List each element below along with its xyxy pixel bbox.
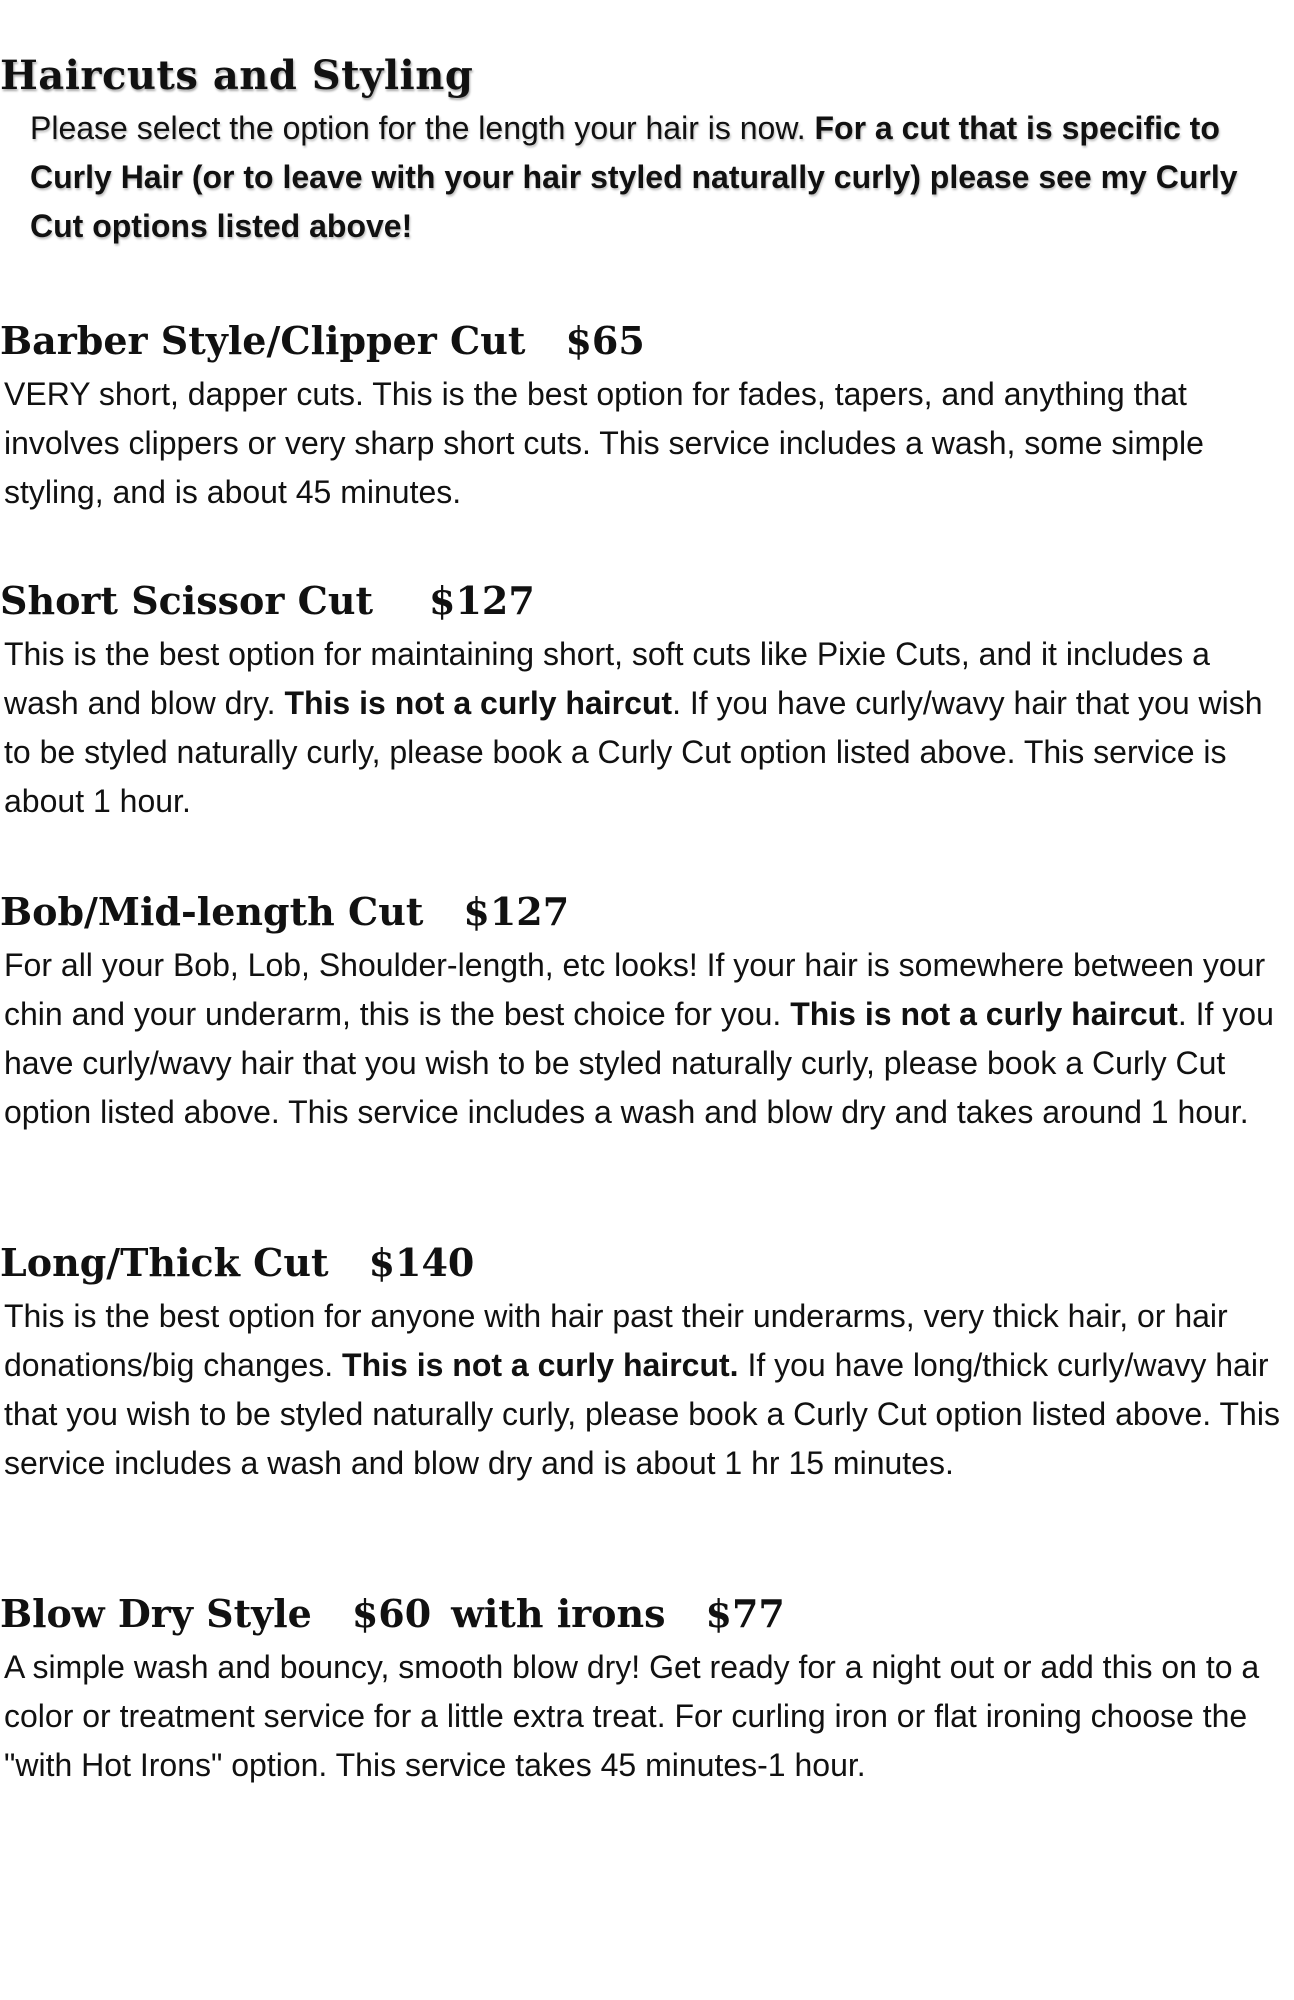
service-name: Short Scissor Cut bbox=[0, 578, 374, 623]
service-price: $127 bbox=[463, 889, 570, 934]
service-name: Barber Style/Clipper Cut bbox=[0, 318, 526, 363]
service-price: $65 bbox=[565, 318, 645, 363]
description-text: . If you have curly/wavy hair that you wish to be styled naturally curly, please book a Curly Cut option listed above. This service includes a wash and blow dry and takes around 1 hour. bbox=[4, 996, 1274, 1130]
service-heading bbox=[0, 1238, 1294, 1288]
service-long-thick bbox=[0, 1238, 1294, 1488]
curly-warning: This is not a curly haircut bbox=[284, 685, 673, 721]
service-description bbox=[0, 1292, 1294, 1488]
description-text: If you have long/thick curly/wavy hair that you wish to be styled naturally curly, please book a Curly Cut option listed above. This service includes a wash and blow dry and is about 1 hr 15 minutes. bbox=[4, 1347, 1280, 1481]
service-description bbox=[0, 630, 1294, 826]
irons-label: with irons bbox=[451, 1591, 666, 1636]
service-name: Bob/Mid-length Cut bbox=[0, 889, 424, 934]
irons-price: $77 bbox=[705, 1591, 785, 1636]
curly-warning: This is not a curly haircut bbox=[790, 996, 1178, 1032]
intro-plain: Please select the option for the length your hair is now. bbox=[30, 110, 815, 146]
service-description: A simple wash and bouncy, smooth blow dry! Get ready for a night out or add this on to a color or treatment service for a little extra treat. For curling iron or flat ironing choose the "with Hot Irons" option. This service takes 45 minutes-1 hour. bbox=[4, 1649, 1260, 1783]
service-description bbox=[0, 941, 1294, 1137]
service-price: $127 bbox=[429, 578, 535, 623]
service-name: Long/Thick Cut bbox=[0, 1240, 329, 1285]
service-heading bbox=[0, 316, 1294, 366]
service-heading bbox=[0, 887, 1294, 937]
intro-bold: For a cut that is specific to Curly Hair (or to leave with your hair styled naturally curly) please see my Curly Cut options listed above! bbox=[30, 110, 1238, 244]
service-price: $140 bbox=[368, 1240, 475, 1285]
service-description: VERY short, dapper cuts. This is the best option for fades, tapers, and anything that involves clippers or very sharp short cuts. This service includes a wash, some simple styling, and is about 45 minutes. bbox=[4, 376, 1204, 510]
service-heading bbox=[0, 1589, 1294, 1639]
page-header bbox=[0, 0, 1294, 251]
service-barber-clipper bbox=[0, 316, 1294, 517]
description-text: . If you have curly/wavy hair that you wish to be styled naturally curly, please book a Curly Cut option listed above. This service is about 1 hour. bbox=[4, 685, 1263, 819]
service-short-scissor bbox=[0, 576, 1294, 826]
description-text: This is the best option for maintaining short, soft cuts like Pixie Cuts, and it includes a wash and blow dry. bbox=[4, 636, 1210, 721]
service-price: $60 bbox=[351, 1591, 432, 1636]
service-name: Blow Dry Style bbox=[0, 1591, 312, 1636]
intro-text bbox=[30, 104, 1264, 251]
service-heading bbox=[0, 576, 1294, 626]
service-blow-dry bbox=[0, 1589, 1294, 1790]
page-title: Haircuts and Styling bbox=[0, 52, 474, 99]
description-text: This is the best option for anyone with hair past their underarms, very thick hair, or hair donations/big changes. bbox=[4, 1298, 1228, 1383]
description-text: For all your Bob, Lob, Shoulder-length, etc looks! If your hair is somewhere between your chin and your underarm, this is the best choice for you. bbox=[4, 947, 1266, 1032]
curly-warning: This is not a curly haircut. bbox=[342, 1347, 739, 1383]
service-bob-mid-length bbox=[0, 887, 1294, 1137]
